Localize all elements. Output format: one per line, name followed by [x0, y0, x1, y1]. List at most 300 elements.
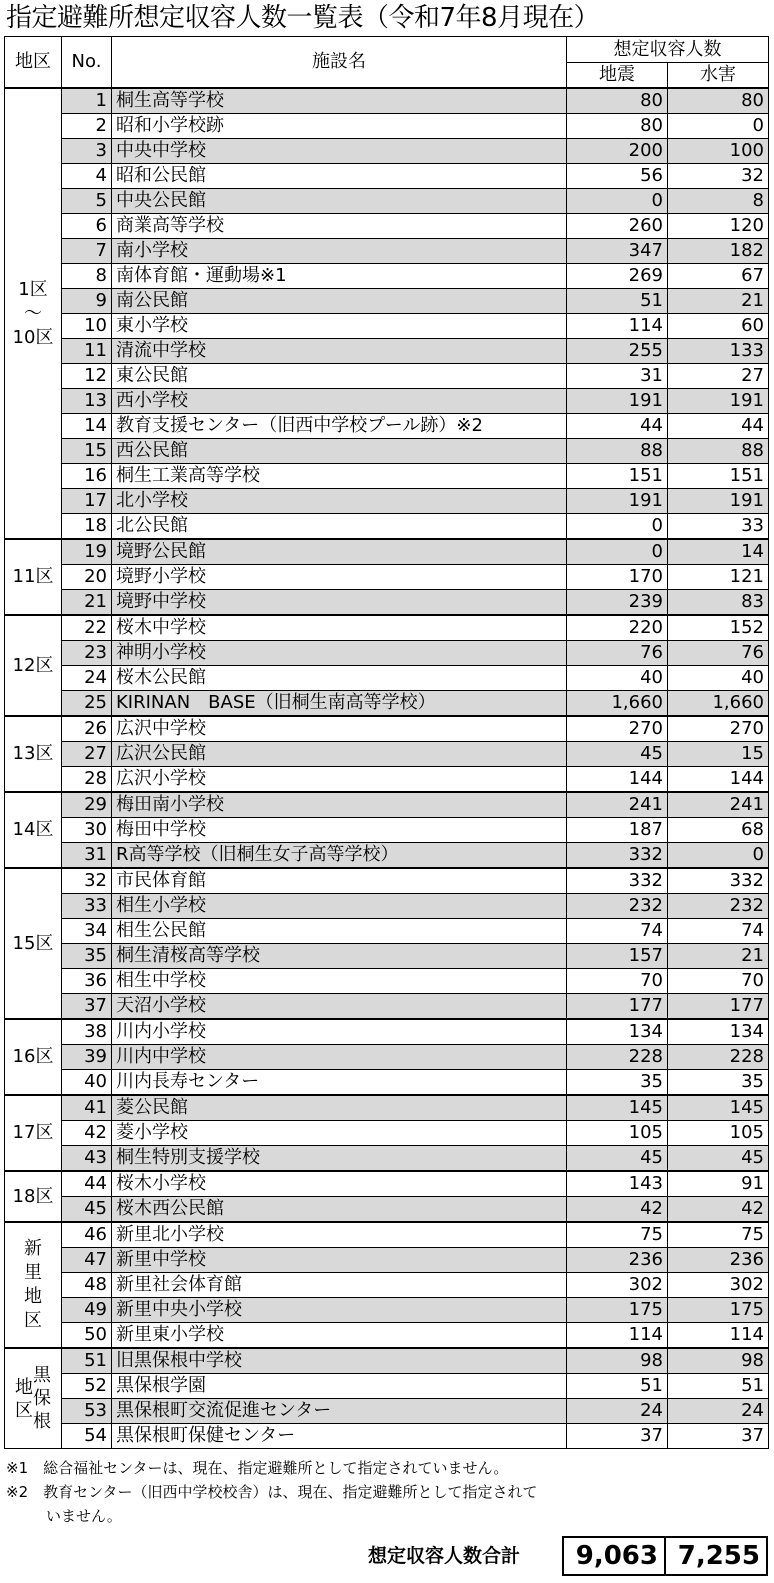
district-label: ～ — [24, 302, 42, 324]
facility-no: 31 — [62, 843, 112, 869]
facility-name: 市民体育館 — [112, 868, 567, 894]
district-label: 区 — [15, 1399, 33, 1421]
facility-name: 相生中学校 — [112, 969, 567, 994]
earthquake-capacity: 236 — [567, 1248, 668, 1273]
facility-no: 27 — [62, 742, 112, 767]
table-row — [5, 389, 769, 414]
table-row — [5, 164, 769, 189]
table-row — [5, 894, 769, 919]
district-label: 里 — [24, 1262, 42, 1283]
district-label: 根 — [33, 1411, 51, 1432]
flood-capacity: 44 — [668, 414, 769, 439]
earthquake-capacity: 241 — [567, 792, 668, 818]
flood-capacity: 145 — [668, 1095, 769, 1121]
facility-name: 梅田南小学校 — [112, 792, 567, 818]
earthquake-capacity: 232 — [567, 894, 668, 919]
earthquake-capacity: 177 — [567, 994, 668, 1020]
table-row — [5, 1197, 769, 1223]
total-flood: 7,255 — [664, 1538, 766, 1574]
facility-no: 8 — [62, 264, 112, 289]
earthquake-capacity: 51 — [567, 1374, 668, 1399]
table-row — [5, 239, 769, 264]
table-row — [5, 1121, 769, 1146]
district-group — [5, 539, 769, 615]
district-group — [5, 88, 769, 539]
facility-no: 21 — [62, 590, 112, 616]
flood-capacity: 114 — [668, 1323, 769, 1349]
flood-capacity: 0 — [668, 114, 769, 139]
earthquake-capacity: 75 — [567, 1222, 668, 1248]
flood-capacity: 88 — [668, 439, 769, 464]
facility-no: 19 — [62, 539, 112, 565]
earthquake-capacity: 45 — [567, 742, 668, 767]
earthquake-capacity: 347 — [567, 239, 668, 264]
flood-capacity: 191 — [668, 389, 769, 414]
district-label: 16区 — [12, 1046, 54, 1067]
facility-no: 40 — [62, 1070, 112, 1096]
header-earthquake: 地震 — [567, 63, 668, 89]
flood-capacity: 98 — [668, 1348, 769, 1374]
facility-name: 中央中学校 — [112, 139, 567, 164]
footnote-2: ※2 教育センター（旧西中学校校舎）は、現在、指定避難所として指定されて — [6, 1483, 538, 1501]
flood-capacity: 76 — [668, 641, 769, 666]
table-row — [5, 919, 769, 944]
earthquake-capacity: 114 — [567, 1323, 668, 1349]
facility-no: 11 — [62, 339, 112, 364]
facility-name: 広沢小学校 — [112, 767, 567, 793]
table-row — [5, 1070, 769, 1096]
facility-name: 昭和公民館 — [112, 164, 567, 189]
facility-name: 南公民館 — [112, 289, 567, 314]
district-group — [5, 792, 769, 868]
facility-name: 川内中学校 — [112, 1045, 567, 1070]
earthquake-capacity: 239 — [567, 590, 668, 616]
flood-capacity: 105 — [668, 1121, 769, 1146]
facility-no: 6 — [62, 214, 112, 239]
district-cell — [5, 868, 62, 1019]
earthquake-capacity: 76 — [567, 641, 668, 666]
flood-capacity: 152 — [668, 615, 769, 641]
flood-capacity: 134 — [668, 1019, 769, 1045]
district-group — [5, 1348, 769, 1449]
table-row — [5, 539, 769, 565]
flood-capacity: 177 — [668, 994, 769, 1020]
facility-name: R高等学校（旧桐生女子高等学校） — [112, 843, 567, 869]
table-row — [5, 1399, 769, 1424]
earthquake-capacity: 88 — [567, 439, 668, 464]
flood-capacity: 83 — [668, 590, 769, 616]
earthquake-capacity: 40 — [567, 666, 668, 691]
facility-name: 清流中学校 — [112, 339, 567, 364]
table-row — [5, 641, 769, 666]
earthquake-capacity: 0 — [567, 189, 668, 214]
facility-no: 24 — [62, 666, 112, 691]
facility-name: 新里北小学校 — [112, 1222, 567, 1248]
facility-no: 44 — [62, 1171, 112, 1197]
facility-name: 桜木小学校 — [112, 1171, 567, 1197]
footnote-2-cont: いません。 — [46, 1507, 122, 1525]
flood-capacity: 120 — [668, 214, 769, 239]
flood-capacity: 67 — [668, 264, 769, 289]
table-row — [5, 464, 769, 489]
facility-name: 黒保根町交流促進センター — [112, 1399, 567, 1424]
table-row — [5, 1298, 769, 1323]
earthquake-capacity: 98 — [567, 1348, 668, 1374]
district-label: 保 — [33, 1388, 51, 1409]
district-cell — [5, 88, 62, 539]
flood-capacity: 133 — [668, 339, 769, 364]
table-row — [5, 114, 769, 139]
facility-name: 神明小学校 — [112, 641, 567, 666]
facility-no: 33 — [62, 894, 112, 919]
facility-no: 34 — [62, 919, 112, 944]
facility-name: 桐生特別支援学校 — [112, 1146, 567, 1172]
flood-capacity: 232 — [668, 894, 769, 919]
table-row — [5, 565, 769, 590]
earthquake-capacity: 31 — [567, 364, 668, 389]
flood-capacity: 21 — [668, 944, 769, 969]
table-row — [5, 1323, 769, 1349]
district-group — [5, 1095, 769, 1171]
flood-capacity: 14 — [668, 539, 769, 565]
earthquake-capacity: 0 — [567, 539, 668, 565]
earthquake-capacity: 44 — [567, 414, 668, 439]
table-row — [5, 1374, 769, 1399]
facility-name: 境野小学校 — [112, 565, 567, 590]
earthquake-capacity: 332 — [567, 868, 668, 894]
flood-capacity: 32 — [668, 164, 769, 189]
facility-no: 10 — [62, 314, 112, 339]
flood-capacity: 27 — [668, 364, 769, 389]
flood-capacity: 21 — [668, 289, 769, 314]
table-row — [5, 139, 769, 164]
earthquake-capacity: 42 — [567, 1197, 668, 1223]
facility-name: 旧黒保根中学校 — [112, 1348, 567, 1374]
facility-no: 36 — [62, 969, 112, 994]
district-label: 黒 — [33, 1365, 51, 1386]
facility-no: 48 — [62, 1273, 112, 1298]
facility-name: 境野中学校 — [112, 590, 567, 616]
table-row — [5, 944, 769, 969]
district-cell — [5, 615, 62, 716]
table-row — [5, 1171, 769, 1197]
flood-capacity: 1,660 — [668, 691, 769, 717]
table-row — [5, 314, 769, 339]
district-label: 区 — [24, 1310, 42, 1331]
facility-no: 4 — [62, 164, 112, 189]
district-label: 新 — [24, 1238, 42, 1259]
flood-capacity: 37 — [668, 1424, 769, 1449]
facility-name: 川内小学校 — [112, 1019, 567, 1045]
flood-capacity: 236 — [668, 1248, 769, 1273]
flood-capacity: 332 — [668, 868, 769, 894]
earthquake-capacity: 270 — [567, 716, 668, 742]
table-row — [5, 818, 769, 843]
facility-no: 43 — [62, 1146, 112, 1172]
facility-no: 32 — [62, 868, 112, 894]
facility-no: 3 — [62, 139, 112, 164]
flood-capacity: 51 — [668, 1374, 769, 1399]
flood-capacity: 100 — [668, 139, 769, 164]
flood-capacity: 302 — [668, 1273, 769, 1298]
table-row — [5, 691, 769, 717]
table-header — [5, 37, 769, 89]
facility-no: 15 — [62, 439, 112, 464]
table-row — [5, 289, 769, 314]
facility-name: 北公民館 — [112, 514, 567, 540]
facility-name: 西小学校 — [112, 389, 567, 414]
table-row — [5, 1424, 769, 1449]
earthquake-capacity: 51 — [567, 289, 668, 314]
facility-name: 菱公民館 — [112, 1095, 567, 1121]
earthquake-capacity: 332 — [567, 843, 668, 869]
table-row — [5, 767, 769, 793]
facility-name: 広沢公民館 — [112, 742, 567, 767]
earthquake-capacity: 151 — [567, 464, 668, 489]
district-cell — [5, 1171, 62, 1222]
facility-no: 47 — [62, 1248, 112, 1273]
shelter-table — [4, 36, 769, 1449]
table-row — [5, 339, 769, 364]
table-row — [5, 742, 769, 767]
earthquake-capacity: 134 — [567, 1019, 668, 1045]
facility-no: 17 — [62, 489, 112, 514]
earthquake-capacity: 260 — [567, 214, 668, 239]
flood-capacity: 68 — [668, 818, 769, 843]
district-cell — [5, 1095, 62, 1171]
flood-capacity: 270 — [668, 716, 769, 742]
earthquake-capacity: 228 — [567, 1045, 668, 1070]
footnotes — [6, 1456, 538, 1528]
flood-capacity: 80 — [668, 88, 769, 114]
facility-name: 新里中学校 — [112, 1248, 567, 1273]
earthquake-capacity: 269 — [567, 264, 668, 289]
district-label: 14区 — [12, 819, 54, 840]
facility-name: 桜木中学校 — [112, 615, 567, 641]
facility-no: 16 — [62, 464, 112, 489]
table-row — [5, 969, 769, 994]
district-cell — [5, 539, 62, 615]
total-label: 想定収容人数合計 — [368, 1545, 521, 1567]
district-group — [5, 615, 769, 716]
earthquake-capacity: 74 — [567, 919, 668, 944]
table-row — [5, 1146, 769, 1172]
table-row — [5, 439, 769, 464]
facility-no: 23 — [62, 641, 112, 666]
total-earthquake: 9,063 — [575, 1541, 658, 1571]
facility-no: 39 — [62, 1045, 112, 1070]
table-row — [5, 88, 769, 114]
table-row — [5, 843, 769, 869]
flood-capacity: 241 — [668, 792, 769, 818]
facility-name: 西公民館 — [112, 439, 567, 464]
facility-name: 桐生工業高等学校 — [112, 464, 567, 489]
table-row — [5, 214, 769, 239]
facility-name: 天沼小学校 — [112, 994, 567, 1020]
facility-name: 相生小学校 — [112, 894, 567, 919]
flood-capacity: 144 — [668, 767, 769, 793]
facility-no: 28 — [62, 767, 112, 793]
table-row — [5, 1248, 769, 1273]
table-row — [5, 994, 769, 1020]
facility-no: 18 — [62, 514, 112, 540]
table-row — [5, 1348, 769, 1374]
flood-capacity: 40 — [668, 666, 769, 691]
flood-capacity: 35 — [668, 1070, 769, 1096]
earthquake-capacity: 80 — [567, 88, 668, 114]
earthquake-capacity: 255 — [567, 339, 668, 364]
earthquake-capacity: 143 — [567, 1171, 668, 1197]
flood-capacity: 15 — [668, 742, 769, 767]
district-label: 15区 — [12, 932, 54, 954]
facility-no: 29 — [62, 792, 112, 818]
district-group — [5, 1222, 769, 1348]
facility-no: 41 — [62, 1095, 112, 1121]
earthquake-capacity: 24 — [567, 1399, 668, 1424]
facility-no: 35 — [62, 944, 112, 969]
header-district: 地区 — [5, 37, 62, 89]
facility-no: 42 — [62, 1121, 112, 1146]
flood-capacity: 24 — [668, 1399, 769, 1424]
facility-name: 黒保根学園 — [112, 1374, 567, 1399]
facility-no: 54 — [62, 1424, 112, 1449]
facility-no: 14 — [62, 414, 112, 439]
facility-name: KIRINAN BASE（旧桐生南高等学校） — [112, 691, 567, 717]
district-cell — [5, 1019, 62, 1095]
facility-no: 26 — [62, 716, 112, 742]
footnote-1: ※1 総合福祉センターは、現在、指定避難所として指定されていません。 — [6, 1459, 509, 1477]
facility-no: 13 — [62, 389, 112, 414]
flood-capacity: 151 — [668, 464, 769, 489]
facility-name: 新里社会体育館 — [112, 1273, 567, 1298]
table-row — [5, 1095, 769, 1121]
facility-name: 黒保根町保健センター — [112, 1424, 567, 1449]
facility-name: 北小学校 — [112, 489, 567, 514]
facility-name: 昭和小学校跡 — [112, 114, 567, 139]
earthquake-capacity: 145 — [567, 1095, 668, 1121]
facility-name: 南小学校 — [112, 239, 567, 264]
facility-name: 桜木公民館 — [112, 666, 567, 691]
district-group — [5, 1019, 769, 1095]
facility-no: 9 — [62, 289, 112, 314]
table-row — [5, 264, 769, 289]
district-label: 1区 — [18, 278, 48, 300]
facility-name: 新里中央小学校 — [112, 1298, 567, 1323]
earthquake-capacity: 170 — [567, 565, 668, 590]
facility-no: 7 — [62, 239, 112, 264]
district-label: 地 — [24, 1286, 42, 1307]
district-group — [5, 868, 769, 1019]
district-label: 17区 — [12, 1122, 54, 1143]
earthquake-capacity: 175 — [567, 1298, 668, 1323]
facility-no: 2 — [62, 114, 112, 139]
earthquake-capacity: 105 — [567, 1121, 668, 1146]
district-cell — [5, 716, 62, 792]
facility-name: 桐生清桜高等学校 — [112, 944, 567, 969]
earthquake-capacity: 56 — [567, 164, 668, 189]
earthquake-capacity: 200 — [567, 139, 668, 164]
facility-name: 菱小学校 — [112, 1121, 567, 1146]
table-row — [5, 514, 769, 540]
flood-capacity: 8 — [668, 189, 769, 214]
facility-name: 東小学校 — [112, 314, 567, 339]
flood-capacity: 45 — [668, 1146, 769, 1172]
header-no: No. — [62, 37, 112, 89]
district-cell — [5, 1222, 62, 1348]
facility-name: 新里東小学校 — [112, 1323, 567, 1349]
facility-no: 30 — [62, 818, 112, 843]
earthquake-capacity: 114 — [567, 314, 668, 339]
table-row — [5, 1019, 769, 1045]
facility-name: 梅田中学校 — [112, 818, 567, 843]
earthquake-capacity: 191 — [567, 489, 668, 514]
table-row — [5, 189, 769, 214]
earthquake-capacity: 302 — [567, 1273, 668, 1298]
flood-capacity: 60 — [668, 314, 769, 339]
facility-no: 5 — [62, 189, 112, 214]
district-label: 18区 — [12, 1185, 54, 1207]
flood-capacity: 0 — [668, 843, 769, 869]
facility-no: 52 — [62, 1374, 112, 1399]
flood-capacity: 74 — [668, 919, 769, 944]
district-group — [5, 716, 769, 792]
table-row — [5, 489, 769, 514]
flood-capacity: 91 — [668, 1171, 769, 1197]
header-facility: 施設名 — [112, 37, 567, 89]
table-row — [5, 1045, 769, 1070]
district-label: 地 — [15, 1376, 33, 1398]
facility-no: 37 — [62, 994, 112, 1020]
flood-capacity: 33 — [668, 514, 769, 540]
header-capacity: 想定収容人数 — [567, 37, 769, 63]
flood-capacity: 70 — [668, 969, 769, 994]
table-row — [5, 364, 769, 389]
facility-name: 商業高等学校 — [112, 214, 567, 239]
facility-no: 53 — [62, 1399, 112, 1424]
facility-name: 境野公民館 — [112, 539, 567, 565]
facility-name: 相生公民館 — [112, 919, 567, 944]
district-label: 11区 — [12, 566, 54, 587]
facility-no: 1 — [62, 88, 112, 114]
flood-capacity: 175 — [668, 1298, 769, 1323]
district-cell — [5, 792, 62, 868]
earthquake-capacity: 80 — [567, 114, 668, 139]
table-row — [5, 868, 769, 894]
earthquake-capacity: 220 — [567, 615, 668, 641]
flood-capacity: 75 — [668, 1222, 769, 1248]
facility-name: 中央公民館 — [112, 189, 567, 214]
earthquake-capacity: 191 — [567, 389, 668, 414]
table-row — [5, 414, 769, 439]
facility-name: 桜木西公民館 — [112, 1197, 567, 1223]
earthquake-capacity: 157 — [567, 944, 668, 969]
flood-capacity: 121 — [668, 565, 769, 590]
facility-name: 川内長寿センター — [112, 1070, 567, 1096]
district-cell — [5, 1348, 62, 1449]
total-box — [562, 1536, 768, 1576]
flood-capacity: 182 — [668, 239, 769, 264]
earthquake-capacity: 1,660 — [567, 691, 668, 717]
header-flood: 水害 — [668, 63, 769, 89]
facility-name: 南体育館・運動場※1 — [112, 264, 567, 289]
earthquake-capacity: 70 — [567, 969, 668, 994]
facility-no: 25 — [62, 691, 112, 717]
facility-no: 45 — [62, 1197, 112, 1223]
flood-capacity: 191 — [668, 489, 769, 514]
flood-capacity: 228 — [668, 1045, 769, 1070]
table-row — [5, 1273, 769, 1298]
facility-name: 東公民館 — [112, 364, 567, 389]
